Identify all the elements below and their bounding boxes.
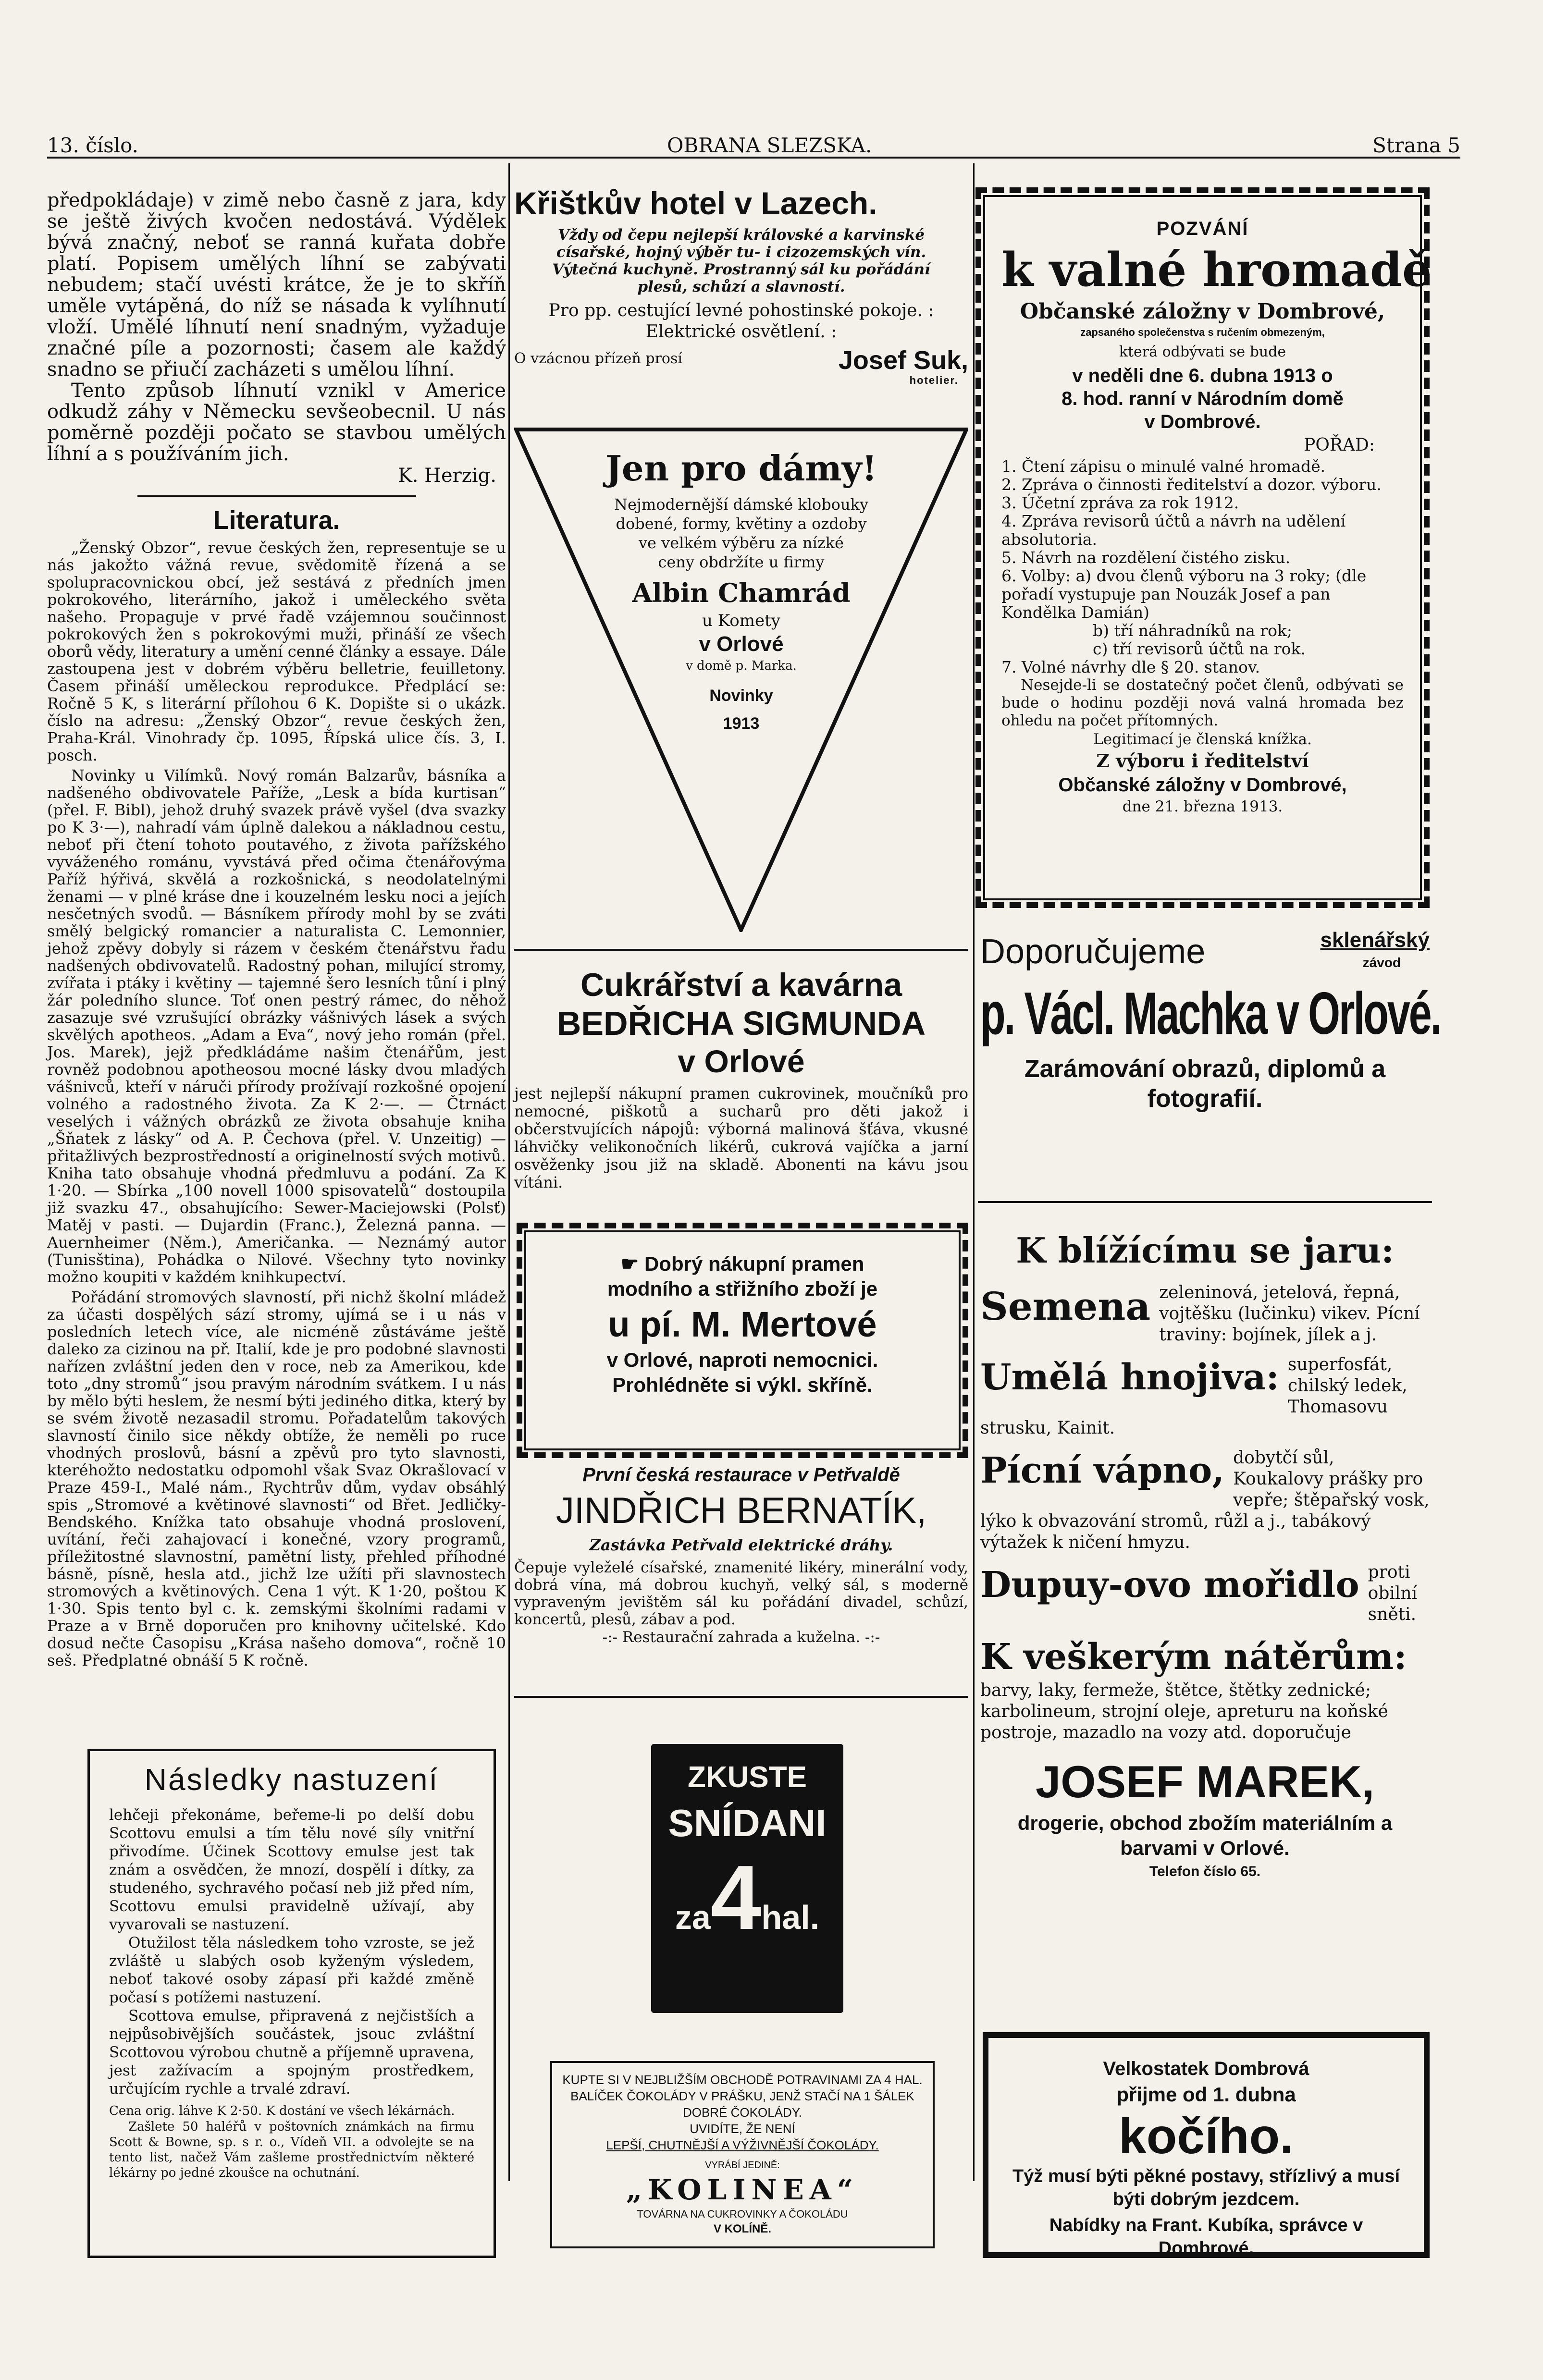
- program-item: 6. Volby: a) dvou členů výboru na 3 roky; (dle pořadí vystupuje pan Nouzák Josef a pan Kondělka Damián): [1001, 566, 1367, 622]
- kolinea-text: LEPŠÍ, CHUTNĚJŠÍ A VÝŽIVNĚJŠÍ ČOKOLÁDY.: [606, 2138, 879, 2152]
- invitation-date: v neděli dne 6. dubna 1913 o: [1072, 365, 1333, 386]
- hats-location: u Komety: [702, 611, 780, 630]
- kolinea-maker-label: VYRÁBÍ JEDINĚ:: [705, 2160, 780, 2171]
- marek-name: JOSEF MAREK,: [1035, 1756, 1375, 1807]
- invitation-title: k valné hromadě: [1001, 243, 1432, 297]
- estate-requirements: Týž musí býti pěkné postavy, střízlivý a musí býti dobrým jezdcem.: [1012, 2166, 1400, 2209]
- program-item: 3. Účetní zpráva za rok 1912.: [1001, 493, 1239, 512]
- invitation-legitimation: Legitimací je členská knížka.: [1093, 731, 1312, 748]
- hats-heading: Jen pro dámy!: [605, 448, 877, 489]
- hotel-text: Vždy od čepu nejlepší královské a karvinské císařské, hojný výběr tu- i cizozemských vín. Výtečná kuchyně. Prostranný sál ku pořádání plesů, schůzí a slavností.: [552, 226, 930, 295]
- program-item: b) tří náhradníků na rok;: [1093, 621, 1293, 640]
- divider: [978, 1201, 1432, 1203]
- ad-heading: Následky nastuzení: [144, 1762, 439, 1797]
- ad-paragraph: lehčeji překonáme, beřeme-li po delší dobu Scottovu emulsi a tím tělu nové síly vnitřní přivodíme. Účinek Scottovy emulse jest tak znám a osvědčen, že mnozí, dospělí i dítky, za studeného, sychravého počasí neb již před ním, Scottovu emulsi pravidelně užívají, aby vyvarovali se nastuzení.: [109, 1806, 474, 1933]
- kolinea-breakfast: SNÍDANI: [668, 1802, 827, 1844]
- estate-coachman: kočího.: [1118, 2109, 1294, 2164]
- bernatik-name: JINDŘICH BERNATÍK,: [555, 1490, 927, 1531]
- invitation-program-heading: POŘAD:: [1304, 435, 1375, 455]
- article-signature: K. Herzig.: [397, 465, 496, 487]
- zensky-obzor-text: „Ženský Obzor“, revue českých žen, representuje se u nás jakožto vážná revue, svědomitě řízená a se spolupracovnickou obcí, jež sestává z předních jmen pokrokového, literárního, jakož i uměleckého světa našeho. Propaguje v prvé řadě vzájemnou součinnost pokrokových žen s pokrokovými muži, přináší ze všech oborů vědy, literatury a umění cenné články a essaye. Dále zastoupena jest v dobrém výběru belletrie, feuilletony. Časem přináší uměleckou reprodukce. Předplácí se: Ročně 5 K, s literární přílohou 6 K. Dopište si o ukázk. číslo na adresu: „Ženský Obzor“, revue českých žen, Praha-Král. Vinohrady čp. 1095, Řípská ulice čís. 3, I. posch.: [47, 539, 506, 764]
- pointing-hand-icon: ☛: [620, 1252, 644, 1275]
- invitation-program: [1001, 457, 1404, 676]
- kolinea-city: V KOLÍNĚ.: [713, 2222, 771, 2235]
- paints-line: [980, 1634, 1430, 1743]
- mertova-ad: [517, 1223, 968, 1458]
- ad-order-note: Zašlete 50 haléřů v poštovních známkách na firmu Scott & Bowne, sp. s r. o., Vídeň VII. a odvolejte se na tento list, načež Vám zašleme prostřednictvím některé lékárny po jedné zkoušce na ochutnání.: [109, 2120, 474, 2180]
- kolinea-try: ZKUSTE: [688, 1761, 807, 1794]
- confectionery-ad: [514, 966, 968, 1191]
- lime-word: Pícní vápno,: [980, 1450, 1225, 1491]
- hats-house: v domě p. Marka.: [686, 659, 797, 673]
- article-intro-2: Tento způsob líhnutí vznikl v Americe odkudž záhy v Německu sevšeobecnil. U nás poměrně později počato se stavbou umělých líhní a s používáním jich.: [47, 380, 506, 465]
- kolinea-text: UVIDÍTE, ŽE NENÍ: [690, 2122, 795, 2136]
- divider: [514, 949, 968, 951]
- kolinea-factory: TOVÁRNA NA CUKROVINKY A ČOKOLÁDU: [637, 2208, 848, 2220]
- confectionery-owner: BEDŘICHA SIGMUNDA: [556, 1005, 926, 1042]
- invitation-date: v Dombrové.: [1144, 411, 1261, 432]
- paints-word: K veškerým nátěrům:: [980, 1636, 1407, 1678]
- hotel-ad: [514, 185, 968, 389]
- invitation-notice: [975, 187, 1430, 908]
- page-number: Strana 5: [1372, 134, 1460, 157]
- kolinea-info: [550, 2061, 935, 2248]
- marek-ad: [980, 1227, 1430, 1883]
- ad-paragraph: Otužilost těla následkem toho vzroste, se jež zvláště u slabých osob kyženým výsledem, neboť takové osoby zápasí při každé změně počasí s potížemi nastuzení.: [109, 1934, 474, 2006]
- hotel-owner: Josef Suk,: [838, 346, 968, 375]
- dupuy-word: Dupuy-ovo mořidlo: [980, 1564, 1359, 1606]
- mertova-line: modního a střižního zboží je: [607, 1277, 878, 1300]
- marek-business: drogerie, obchod zbožím materiálním a barvami v Orlové.: [1017, 1812, 1393, 1859]
- bernatik-ad: [514, 1463, 968, 1646]
- invitation-org: Občanské záložny v Dombrové,: [1020, 299, 1385, 324]
- estate-ad: [983, 2032, 1430, 2258]
- mertova-line: ☛ Dobrý nákupní pramen: [620, 1252, 864, 1275]
- machka-workshop: závod: [1362, 955, 1401, 970]
- column-divider: [508, 163, 510, 2181]
- bernatik-garden: -:- Restaurační zahrada a kuželna. -:-: [602, 1629, 880, 1646]
- mertova-line: Prohlédněte si výkl. skříně.: [612, 1374, 873, 1396]
- invitation-signature: Z výboru i ředitelství: [1096, 750, 1309, 772]
- stromove-slavnosti-text: Pořádání stromových slavností, při nichž školní mládež za účasti dospělých sází stromy, ujímá se i u nás v posledních letech více, ale nicméně zůstáváme ještě daleko za cizinou na př. Italií, kde je pro podobné slavnosti nařízen zvláštní jeden den v roce, neb za Amerikou, kde toto „dny stromů“ jsou pravým národním svátkem. I u nás by mělo býti heslem, že nesmí býti jediného ditka, který by se svém životě nezasadil stromu. Pořadatelům takových slavností činilo sice někdy obtíže, že neměli po ruce vhodných proslovů, básní a zpěvů pro tyto slavnosti, kteréhožto nedostatku odpomohl však Svaz Okrašlovací v Praze 459-I., Malé nám., Rychtrův dům, vydav obsáhlý spis „Stromové a květinové slavnosti“ od Břet. Jedličky-Bendského. Knížka tato obsahuje vhodná proslovení, uvítání, řeči zahajovací i konečné, vzory programů, příležitostné slavnostní, pamětní listy, přehled příhodné básně, písně, hesla atd., jichž lze užíti při slavnostech stromových a květinových. Cena 1 výt. K 1·20, poštou K 1·30. Spis tento byl c. k. zemskými školními radami v Praze a v Brně doporučen pro knihovny učitelské. Kdo dosud nečte Časopisu „Krása našeho domova“, ročně 10 seš. Předplatné obnáší 5 K ročně.: [47, 1288, 506, 1669]
- bernatik-text: Čepuje vyleželé císařské, znamenité likéry, minerální vody, dobrá vína, má dobrou kuchyň, velký sál, s moderně vypraveným jevištěm sál ku pořádání divadel, schůzí, koncertů, plesů, zábav a pod.: [514, 1559, 968, 1628]
- page-header: [47, 129, 1460, 159]
- novinky-text: Novinky u Vilímků. Nový román Balzarův, básníka a nadšeného obdivovatele Paříže, „Lesk a bída kurtisan“ (přel. F. Bibl), jehož druhý svazek právě vyšel (dva svazky po K 3·—), nahradí vám úplně dalekou a nákladnou cestu, neboť při čtení tohoto poutavého, z života pařížského vyváženého románu, vyvstává před očima čtenářovýma Paříž hýřivá, skvělá a rozkošnická, s neodolatelnými ženami — v plné kráse dne i kouzelném lesku noci a jejích nesčetných svodů. — Básníkem přírody mohl by se zváti smělý belgický romancier a naturalista C. Lemonnier, jehož zpěvy dobyly si rázem v českém čtenářstvu řadu nadšených obdivovatelů. Radostný pohan, milující stromy, zvířata i ptáky i květiny — tajemné šero lesních tůní i plný žár poledního slunce. Toť onen pestrý rámec, do něhož zasazuje své vzrušující obrázky vášnivých lásek a svých skvělých apotheos. „Adam a Eva“, nový jeho román (přel. Jos. Marek), jejž předkládáme našim čtenářům, jest rovněž podobnou apotheosou mocné lásky dvou mladých vášnivců, kteří v náruči přírody prožívají rozkošné opojení volného a radostného života. Za K 2·—. — Čtrnáct veselých i vážných obrázků ze života obsahuje kniha „Šňatek z lásky“ od A. P. Čechova (přel. V. Unzeitig) — přitažlivých bezprostředností a originelností svých motivů. Kniha tato obsahuje vhodná předmluvu a podání. Za K 1·20. — Sbírka „100 novell 1000 spisovatelů“ dostoupila již svazku 47., obsahujícího: Sewer-Maciejowski (Polsť) Matěj v pasti. — Dujardin (Franc.), Železná panna. — Auernheimer (Něm.), Američanka. — Neznámý autor (Tunisština), Pohádka o Nilové. Všechny tyto novinky možno koupiti v každém knihkupectví.: [47, 766, 506, 1286]
- mertova-name: u pí. M. Mertové: [608, 1304, 877, 1344]
- confectionery-city: v Orlové: [678, 1043, 805, 1079]
- fertilizer-line: [980, 1354, 1430, 1439]
- bernatik-tram: Zastávka Petřvald elektrické dráhy.: [589, 1536, 893, 1554]
- dupuy-line: [980, 1562, 1430, 1625]
- dupuy-text: proti obilní sněti.: [1368, 1562, 1418, 1624]
- hats-novelties: Novinky: [709, 687, 773, 705]
- machka-glazier: sklenářský: [1320, 928, 1430, 952]
- program-item: 4. Zpráva revisorů účtů a návrh na udělení absolutoria.: [1001, 512, 1346, 549]
- hats-line: Nejmodernější dámské klobouky: [614, 495, 869, 514]
- estate-hires: přijme od 1. dubna: [1116, 2083, 1296, 2106]
- machka-services: Zarámování obrazů, diplomů a fotografií.: [1024, 1055, 1386, 1113]
- hats-year: 1913: [723, 714, 760, 733]
- program-item: 2. Zpráva o činnosti ředitelství a dozor. výboru.: [1001, 475, 1382, 494]
- program-item: 1. Čtení zápisu o minulé valné hromadě.: [1001, 457, 1326, 476]
- machka-ad: [980, 927, 1441, 1114]
- marek-phone: Telefon číslo 65.: [1149, 1864, 1261, 1879]
- kolinea-price: za4hal.: [675, 1847, 820, 1949]
- ad-paragraph: Scottova emulse, připravená z nejčistších a nejpůsobivějších součástek, jsouc zvláštní Scottovou výrobou chutně a příjemně upravena, jest zažívacím a spojným prostředkem, určujícím rychle a trvalé zdraví.: [109, 2007, 474, 2098]
- seeds-line: [980, 1282, 1430, 1346]
- program-item: 7. Volné návrhy dle § 20. stanov.: [1001, 658, 1260, 676]
- machka-recommend: Doporučujeme: [980, 932, 1206, 971]
- seeds-text: zeleninová, jetelová, řepná, vojtěšku (lučinku) vikev. Pícní traviny: bojínek, jílek a j.: [1159, 1283, 1420, 1345]
- divider: [137, 495, 416, 497]
- lime-text: dobytčí sůl, Koukalovy prášky pro vepře; štěpařský vosk, lýko k obvazování stromů, růžl a j., tabákový výtažek k ničení hmyzu.: [980, 1448, 1430, 1552]
- hotel-title: Křištkův hotel v Lazech.: [514, 185, 877, 221]
- article-intro: předpokládaje) v zimě nebo časně z jara, kdy se ještě živých kvočen nedostává. Výdělek bývá značný, neboť se ranná kuřata dobře platí. Popisem umělých líhní se zabývati nebudem; stačí uvésti krátce, že je to skříň uměle vytápěná, do níž se násada k vylíhnutí vloží. Umělé líhnutí není snadným, vyžaduje značné píle a pozornosti; časem ale každý snadno se přiučí zacházeti s umělou líhní.: [47, 189, 506, 380]
- hotel-owner-role: hotelier.: [909, 374, 959, 386]
- bernatik-heading: První česká restaurace v Petřvaldě: [582, 1464, 900, 1485]
- spring-heading: K blížícímu se jaru:: [1016, 1230, 1394, 1271]
- hats-line: ceny obdržíte u firmy: [658, 553, 825, 571]
- column-divider: [973, 163, 975, 2181]
- divider: [514, 1696, 968, 1698]
- literature-heading: Literatura.: [213, 506, 340, 535]
- program-item: c) tří revisorů účtů na rok.: [1093, 639, 1306, 658]
- hats-city: v Orlové: [699, 632, 784, 656]
- invitation-heading: POZVÁNÍ: [1156, 218, 1249, 239]
- kolinea-ad: [517, 1710, 968, 2258]
- issue-number: 13. číslo.: [47, 134, 138, 157]
- invitation-signature: Občanské záložny v Dombrové,: [1058, 774, 1347, 796]
- kolinea-packet: [651, 1744, 843, 2013]
- confectionery-text: jest nejlepší nákupní pramen cukrovinek, moučníků pro nemocné, piškotů a sucharů pro děti jakož i občerstvujících nápojů: výborná malinová šťáva, vkusné láhvičky velikonočních likérů, cukrová vajíčka a jarní osvěženky jsou již na skladě. Abonenti na kávu jsou vítáni.: [514, 1084, 968, 1191]
- invitation-note: Nesejde-li se dostatečný počet členů, odbývati se bude o hodinu později nová valná hromada bez ohledu na počet přítomných.: [1001, 676, 1404, 729]
- hats-ad: [514, 447, 968, 734]
- invitation-date-signed: dne 21. března 1913.: [1122, 798, 1283, 815]
- machka-name: p. Václ. Machka v Orlové.: [980, 980, 1441, 1047]
- paints-text: barvy, laky, fermeže, štětce, štětky zednické; karbolineum, strojní oleje, apreturu na koňské postroje, mazadlo na vozy atd. doporučuje: [980, 1681, 1388, 1742]
- invitation-date: 8. hod. ranní v Národním domě: [1062, 388, 1344, 409]
- invitation-org-type: zapsaného společenstva s ručením obmezeným,: [1080, 326, 1325, 338]
- scott-emulsion-ad: [87, 1749, 496, 2258]
- hotel-request: O vzácnou přízeň prosí: [514, 350, 682, 367]
- kolinea-brand: „KOLINEA“: [626, 2173, 859, 2206]
- fertilizer-word: Umělá hnojiva:: [980, 1357, 1279, 1398]
- mertova-line: v Orlové, naproti nemocnici.: [606, 1349, 878, 1371]
- ad-price: Cena orig. láhve K 2·50. K dostání ve všech lékárnách.: [109, 2104, 455, 2118]
- estate-contact: Nabídky na Frant. Kubíka, správce v Dombrové.: [1049, 2215, 1363, 2258]
- hats-line: dobené, formy, květiny a ozdoby: [616, 515, 867, 533]
- kolinea-text: KUPTE SI V NEJBLIŽŠÍM OBCHODĚ POTRAVINAMI ZA 4 HAL. BALÍČEK ČOKOLÁDY V PRÁŠKU, JENŽ STAČÍ NA 1 ŠÁLEK DOBRÉ ČOKOLÁDY.: [562, 2073, 923, 2120]
- program-item: 5. Návrh na rozdělení čistého zisku.: [1001, 548, 1291, 567]
- hotel-rooms: Pro pp. cestující levné pohostinské pokoje. : Elektrické osvětlení. :: [548, 301, 934, 342]
- invitation-when: která odbývati se bude: [1119, 344, 1286, 360]
- seeds-word: Semena: [980, 1284, 1151, 1329]
- estate-name: Velkostatek Dombrová: [1103, 2058, 1309, 2079]
- newspaper-title: OBRANA SLEZSKA.: [667, 134, 872, 157]
- fertilizer-text: superfosfát, chilský ledek, Thomasovu strusku, Kainit.: [980, 1355, 1407, 1438]
- confectionery-title: Cukrářství a kavárna: [580, 967, 902, 1003]
- hats-line: ve velkém výběru za nízké: [638, 534, 844, 552]
- column-1: [47, 190, 506, 1669]
- hats-shop-name: Albin Chamrád: [632, 577, 851, 608]
- lime-line: [980, 1448, 1430, 1553]
